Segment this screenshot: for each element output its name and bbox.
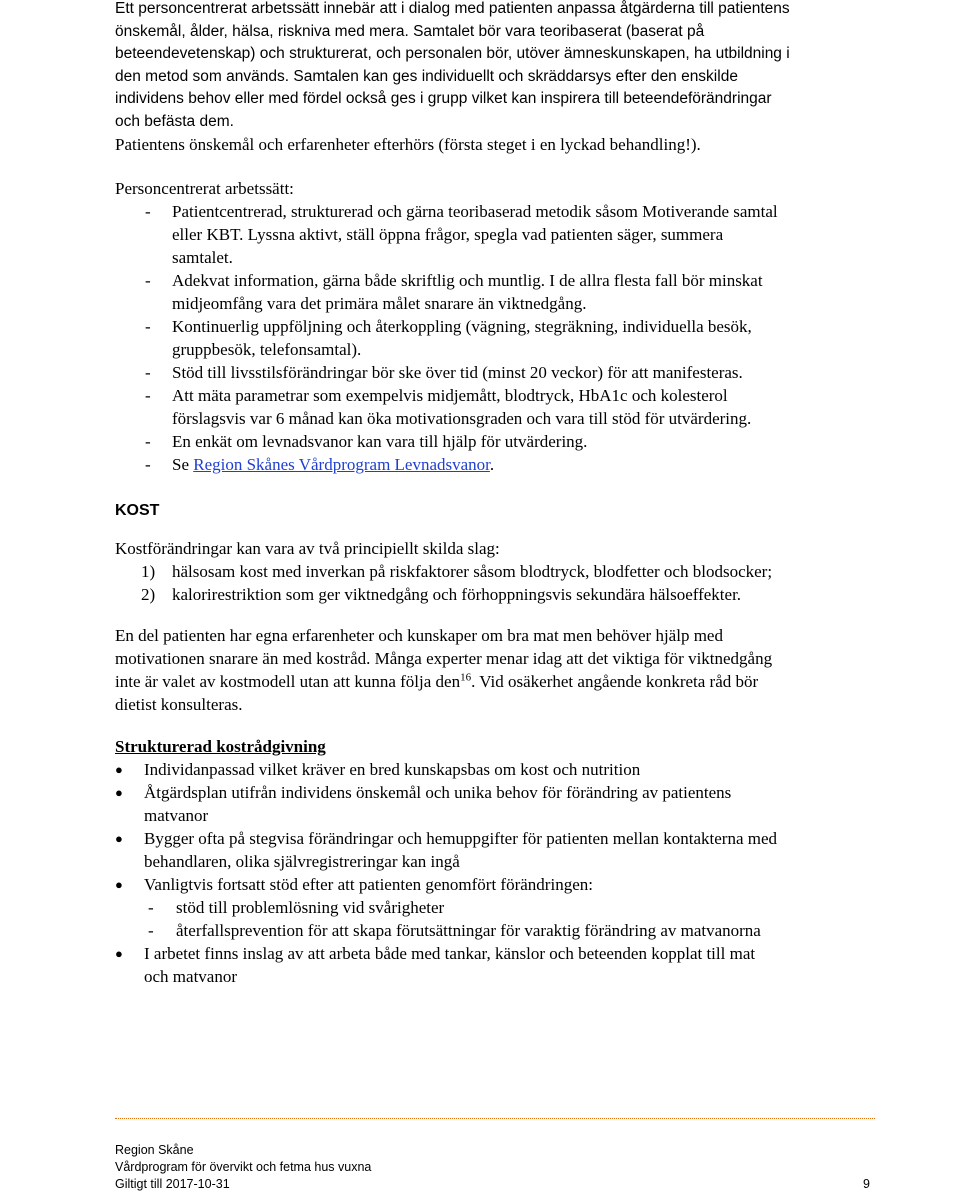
kost-item-text: hälsosam kost med inverkan på riskfaktorer såsom blodtryck, blodfetter och blodsocker; [172, 562, 773, 581]
kost-item [115, 583, 875, 606]
dash-item [115, 430, 875, 453]
dash-item-line: eller KBT. Lyssna aktivt, ställ öppna frågor, spegla vad patienten säger, summera [172, 225, 724, 244]
dash-item-line: midjeomfång vara det primära målet snarare än viktnedgång. [172, 294, 587, 313]
intro-line: Ett personcentrerat arbetssätt innebär att i dialog med patienten anpassa åtgärderna till patientens [115, 0, 790, 17]
person-heading: Personcentrerat arbetssätt: [115, 179, 294, 198]
dash-item-line: Kontinuerlig uppföljning och återkoppling (vägning, stegräkning, individuella besök, [172, 317, 752, 336]
bullet-line: Åtgärdsplan utifrån individens önskemål och unika behov för förändring av patientens [144, 783, 732, 802]
bullet-line: Bygger ofta på stegvisa förändringar och hemuppgifter för patienten mellan kontakterna med [144, 829, 778, 848]
dash-marker: - [145, 271, 151, 290]
footer-divider [115, 1118, 875, 1119]
advice-line: inte är valet av kostmodell utan att kunna följa den [115, 672, 461, 691]
advice-line: . Vid osäkerhet angående konkreta råd bör [471, 672, 759, 691]
dash-item-line: Patientcentrerad, strukturerad och gärna teoribaserad metodik såsom Motiverande samtal [172, 202, 778, 221]
footer-org: Region Skåne [115, 1143, 194, 1157]
bullet-icon: ● [115, 762, 123, 777]
kost-item [115, 560, 875, 583]
intro-paragraph [115, 0, 875, 133]
bullet-line: I arbetet finns inslag av att arbeta både med tankar, känslor och beteenden kopplat till mat [144, 944, 756, 963]
dash-item-line: Adekvat information, gärna både skriftlig och muntlig. I de allra flesta fall bör minskat [172, 271, 763, 290]
bullet-item [115, 758, 875, 781]
footer-valid: Giltigt till 2017-10-31 [115, 1177, 230, 1191]
intro-line: beteendevetenskap) och strukturerat, och personalen bör, utöver ämneskunskapen, ha utbildning i [115, 45, 790, 62]
bullet-line: matvanor [144, 806, 209, 825]
dash-marker: - [145, 455, 151, 474]
dash-marker: - [145, 363, 151, 382]
sub-item [115, 919, 875, 942]
dash-item-line: gruppbesök, telefonsamtal). [172, 340, 362, 359]
bullet-line: Vanligtvis fortsatt stöd efter att patienten genomfört förändringen: [144, 875, 593, 894]
kost-item-marker: 1) [141, 562, 156, 581]
see-suffix: . [489, 455, 495, 474]
dash-item-line: Att mäta parametrar som exempelvis midjemått, blodtryck, HbA1c och kolesterol [172, 386, 728, 405]
dash-item-line: Stöd till livsstilsförändringar bör ske över tid (minst 20 veckor) för att manifesteras. [172, 363, 743, 382]
dash-item-line: samtalet. [172, 248, 233, 267]
advice-line: dietist konsulteras. [115, 695, 243, 714]
reference-superscript: 16 [460, 671, 472, 684]
dash-item [115, 315, 875, 361]
person-section [115, 177, 875, 476]
bullet-line: Individanpassad vilket kräver en bred kunskapsbas om kost och nutrition [144, 760, 641, 779]
sub-item-marker: - [148, 921, 154, 940]
bullet-icon: ● [115, 946, 123, 961]
see-prefix: Se [172, 455, 194, 474]
kost-item-text: kalorirestriktion som ger viktnedgång och förhoppningsvis sekundära hälsoeffekter. [172, 585, 742, 604]
page-number: 9 [863, 1177, 870, 1191]
intro-line: individens behov eller med fördel också ges i grupp vilket kan inspirera till beteendeförändringar [115, 90, 772, 107]
dash-item [115, 384, 875, 430]
sub-item-text: återfallsprevention för att skapa förutsättningar för varaktig förändring av matvanorna [176, 921, 761, 940]
bullet-line: och matvanor [144, 967, 237, 986]
advice-line: motivationen snarare än med kostråd. Många experter menar idag att det viktiga för viktnedgång [115, 649, 773, 668]
kost-heading: KOST [115, 502, 160, 519]
advice-paragraph [115, 624, 875, 716]
bullet-item [115, 873, 875, 896]
bullet-icon: ● [115, 785, 123, 800]
kost-intro: Kostförändringar kan vara av två principiellt skilda slag: [115, 539, 500, 558]
dash-item [115, 361, 875, 384]
kost-section [115, 537, 875, 606]
bullet-item [115, 942, 875, 988]
footer-title: Vårdprogram för övervikt och fetma hus vuxna [115, 1160, 372, 1174]
sub-item-marker: - [148, 898, 154, 917]
bullet-icon: ● [115, 877, 123, 892]
bullet-item [115, 781, 875, 827]
region-skane-levnadsvanor-link[interactable]: Region Skånes Vårdprogram Levnadsvanor [193, 455, 490, 474]
patient-wishes: Patientens önskemål och erfarenheter efterhörs (första steget i en lyckad behandling!). [115, 135, 701, 154]
dash-marker: - [145, 317, 151, 336]
dash-marker: - [145, 202, 151, 221]
intro-line: den metod som används. Samtalen kan ges individuellt och skräddarsys efter den enskilde [115, 67, 738, 85]
dash-item-line: förslagsvis var 6 månad kan öka motivationsgraden och vara till stöd för utvärdering. [172, 409, 752, 428]
dash-item-line: En enkät om levnadsvanor kan vara till hjälp för utvärdering. [172, 432, 588, 451]
dash-item [115, 269, 875, 315]
intro-line: och befästa dem. [115, 112, 234, 130]
dash-marker: - [145, 432, 151, 451]
bullet-icon: ● [115, 831, 123, 846]
sub-item-text: stöd till problemlösning vid svårigheter [176, 898, 445, 917]
struct-section [115, 735, 875, 988]
advice-line: En del patienten har egna erfarenheter och kunskaper om bra mat men behöver hjälp med [115, 626, 723, 645]
bullet-line: behandlaren, olika självregistreringar kan ingå [144, 852, 460, 871]
dash-item [115, 200, 875, 269]
dash-item [115, 453, 875, 476]
bullet-item [115, 827, 875, 873]
intro-line: önskemål, ålder, hälsa, riskniva med mera. Samtalet bör vara teoribaserat (baserat på [115, 22, 705, 40]
page-footer [115, 1142, 870, 1193]
dash-marker: - [145, 386, 151, 405]
kost-item-marker: 2) [141, 585, 156, 604]
sub-item [115, 896, 875, 919]
struct-heading: Strukturerad kostrådgivning [115, 737, 326, 756]
